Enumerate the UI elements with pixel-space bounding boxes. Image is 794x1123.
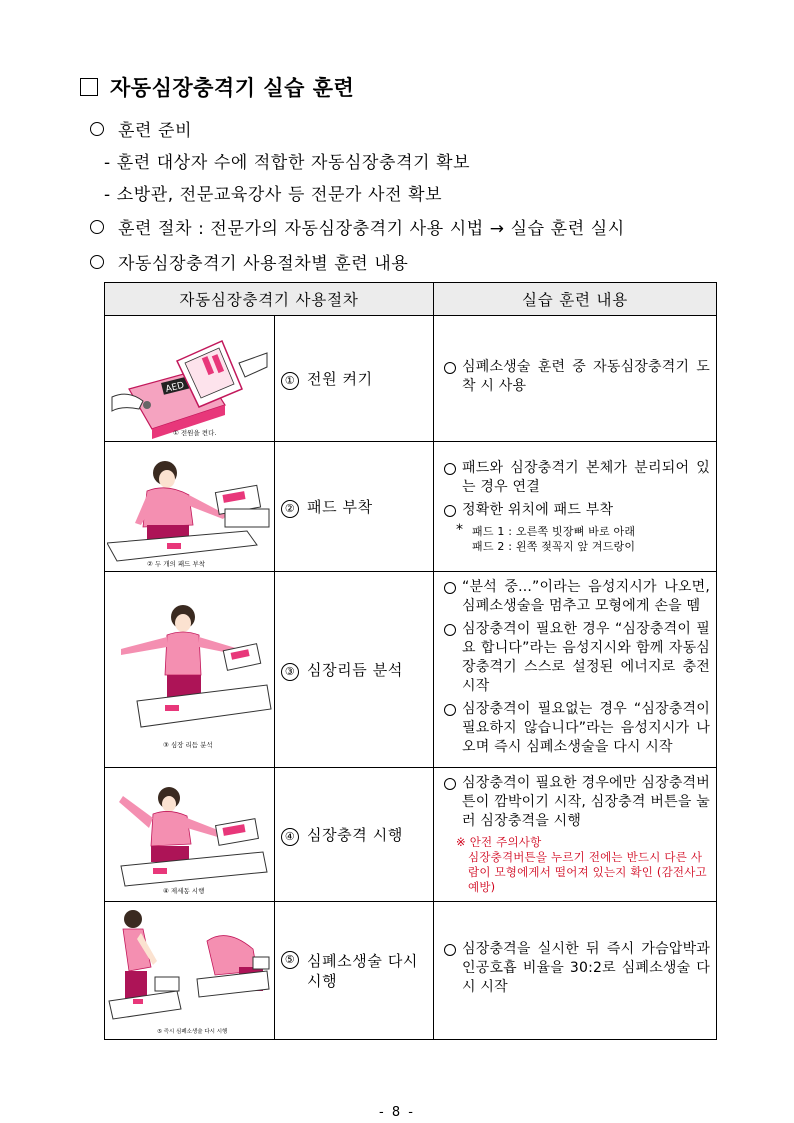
safety-warning-title: ※ 안전 주의사항: [456, 835, 542, 849]
section-prep: 훈련 준비: [90, 116, 192, 141]
prep-item: - 소방관, 전문교육강사 등 전문가 사전 확보: [104, 185, 443, 205]
illustration-cpr-resume: [105, 902, 275, 1040]
circle-bullet-icon: [90, 220, 104, 234]
training-table: [104, 282, 717, 1040]
section-procedure: 훈련 절차 : 전문가의 자동심장충격기 사용 시법 → 실습 훈련 실시: [90, 214, 625, 239]
illustration-rhythm-analysis: [105, 572, 275, 768]
illustration-caption: ② 두 개의 패드 부착: [147, 559, 206, 568]
square-bullet-icon: [80, 78, 98, 96]
page-number: - 8 -: [379, 1105, 415, 1120]
table-header: 실습 훈련 내용: [434, 283, 717, 316]
illustration-caption: ③ 심장 리듬 분석: [163, 740, 213, 749]
illustration-power-on: [105, 316, 275, 442]
illustration-caption: ④ 제세동 시행: [163, 886, 205, 895]
aed-label: AED: [164, 380, 186, 395]
circle-bullet-icon: [90, 122, 104, 136]
illustration-caption: ① 전원을 켠다.: [173, 428, 217, 437]
step-label: ④ 심장충격 시행: [275, 768, 434, 902]
section-by-step: 자동심장충격기 사용절차별 훈련 내용: [90, 249, 408, 274]
step-label: ① 전원 켜기: [275, 316, 434, 442]
safety-warning-text: 심장충격버튼을 누르기 전에는 반드시 다른 사람이 모형에게서 떨어져 있는지 확인 (감전사고 예방): [468, 850, 707, 894]
illustration-pad-attach: [105, 442, 275, 572]
table-row: [105, 902, 717, 1040]
illustration-caption: ⑤ 즉시 심폐소생술 다시 시행: [157, 1028, 228, 1035]
step-content: 패드와 심장충격기 본체가 분리되어 있는 경우 연결 정확한 위치에 패드 부착 * 패드 1 : 오른쪽 빗장뼈 바로 아래 패드 2 : 왼쪽 젖꼭지 앞 겨드랑이: [434, 442, 717, 572]
step-label: ② 패드 부착: [275, 442, 434, 572]
prep-item: - 훈련 대상자 수에 적합한 자동심장충격기 확보: [104, 153, 471, 173]
table-header: 자동심장충격기 사용절차: [105, 283, 434, 316]
page-title: 자동심장충격기 실습 훈련: [80, 72, 354, 102]
circle-bullet-icon: [90, 255, 104, 269]
step-content: 심폐소생술 훈련 중 자동심장충격기 도착 시 사용: [434, 316, 717, 442]
step-content: “분석 중...”이라는 음성지시가 나오면, 심폐소생술을 멈추고 모형에게 손을 뗌 심장충격이 필요한 경우 “심장충격이 필요 합니다”라는 음성지시와 함께 자동심장충격기 스스로 설정된 에너지로 충전 시작 심장충격이 필요없는 경우 “심장충격이 필요하지 않습니다”라는 음성지시가 나오며 즉시 심폐소생술을 다시 시작: [434, 572, 717, 768]
step-label: ③ 심장리듬 분석: [275, 572, 434, 768]
table-row: [105, 572, 717, 768]
step-content: 심장충격을 실시한 뒤 즉시 가슴압박과 인공호흡 비율을 30:2로 심폐소생술 다시 시작: [434, 902, 717, 1040]
table-row: [105, 442, 717, 572]
illustration-defibrillation: [105, 768, 275, 902]
step-content: 심장충격이 필요한 경우에만 심장충격버튼이 깜박이기 시작, 심장충격 버튼을 눌러 심장충격을 시행 ※ 안전 주의사항 심장충격버튼을 누르기 전에는 반드시 다른 사람이 모형에게서 떨어져 있는지 확인 (감전사고 예방): [434, 768, 717, 902]
step-label: ⑤ 심폐소생술 다시 시행: [275, 902, 434, 1040]
table-row: [105, 316, 717, 442]
table-row: [105, 768, 717, 902]
